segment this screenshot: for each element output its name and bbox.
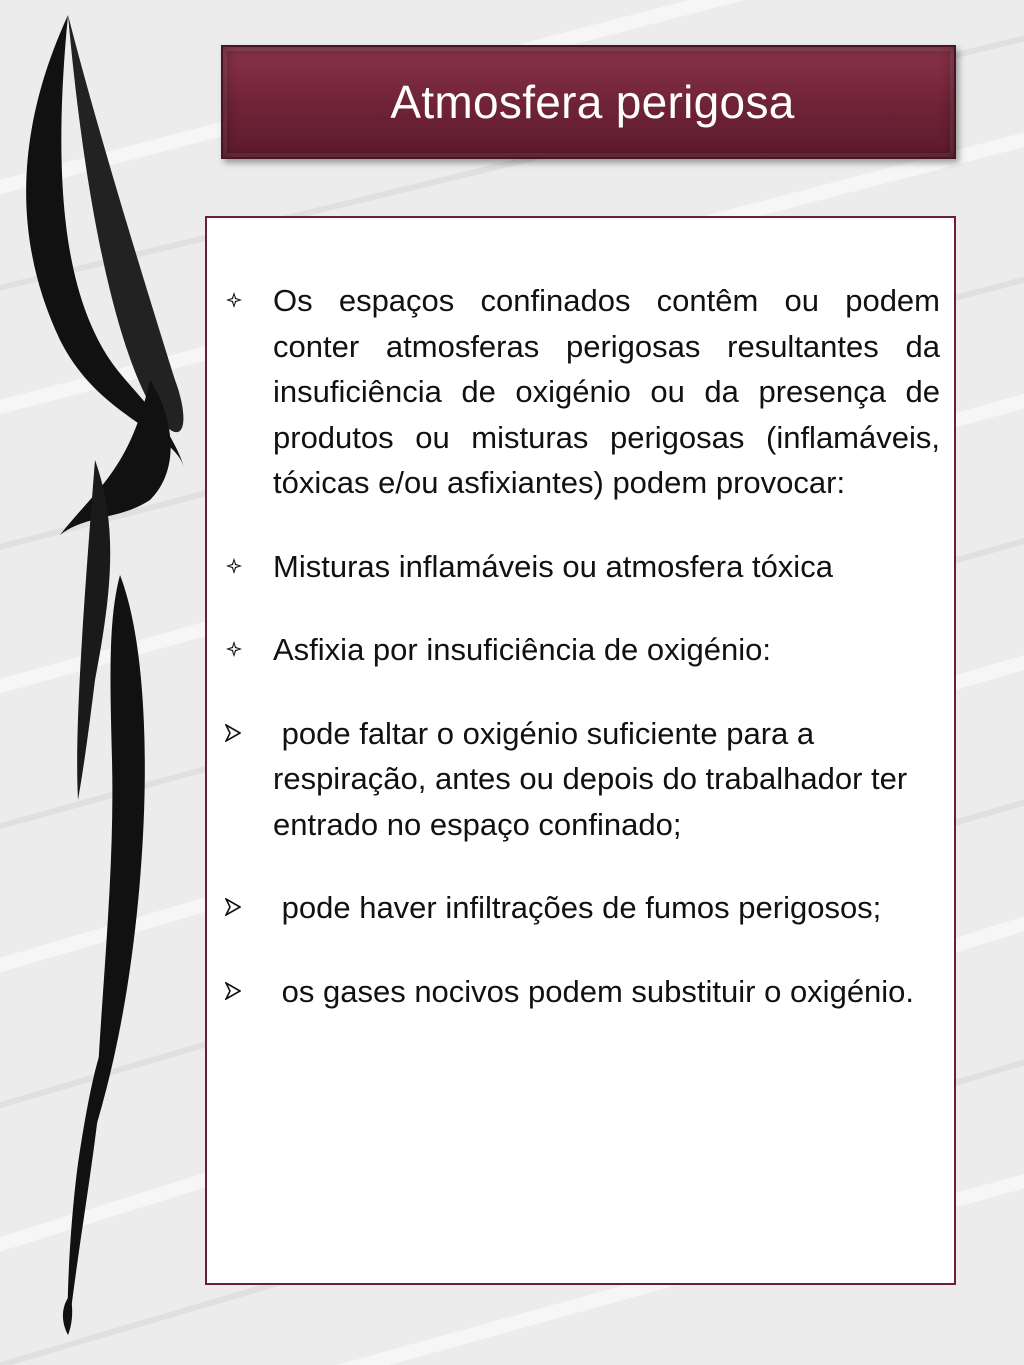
slide-title: Atmosfera perigosa (390, 76, 795, 128)
diamond-bullet-icon (225, 278, 273, 309)
list-item (225, 711, 940, 848)
list-item (225, 885, 940, 931)
bullet-text: Asfixia por insuficiência de oxigénio: (273, 632, 771, 667)
arrow-bullet-icon (225, 885, 273, 916)
bullet-text: pode faltar o oxigénio suficiente para a respiração, antes ou depois do trabalhador ter entrado no espaço confinado; (273, 715, 916, 842)
bullet-text: Os espaços confinados contêm ou podem conter atmosferas perigosas resultantes da insuficiência de oxigénio ou da presença de produtos ou misturas perigosas (inflamáveis, tóxicas e/ou asfixiantes) podem provocar: (273, 283, 940, 500)
bullet-text: Misturas inflamáveis ou atmosfera tóxica (273, 548, 833, 584)
arrow-bullet-icon (225, 969, 273, 1000)
diamond-bullet-icon (225, 544, 273, 575)
arrow-bullet-icon (225, 711, 273, 742)
list-item (225, 627, 940, 673)
list-item (225, 544, 940, 590)
list-item (225, 969, 940, 1015)
bullet-text: os gases nocivos podem substituir o oxigénio. (273, 973, 915, 1009)
bullet-text: pode haver infiltrações de fumos perigosos; (273, 890, 882, 925)
diamond-bullet-icon (225, 627, 273, 658)
list-item (225, 278, 940, 506)
content-box (205, 216, 956, 1285)
title-banner (221, 45, 956, 159)
bullet-list (225, 278, 940, 1014)
